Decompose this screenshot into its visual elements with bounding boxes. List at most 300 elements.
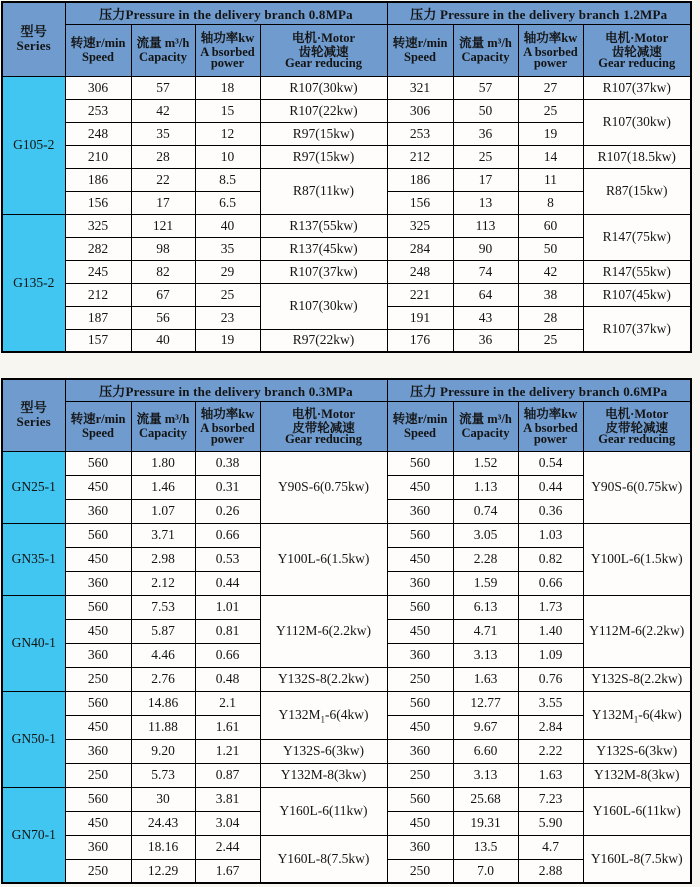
capacity-header-en: Capacity (139, 50, 187, 64)
value-cell: 2.88 (518, 859, 583, 883)
value-cell: 450 (65, 475, 131, 499)
value-cell: 0.81 (195, 619, 260, 643)
value-cell: 17 (131, 191, 195, 214)
motor-cell: R97(22kw) (260, 329, 387, 352)
value-cell: 28 (131, 145, 195, 168)
motor-cell: Y132S-8(2.2kw) (260, 667, 387, 691)
series-header-en: Series (16, 38, 51, 54)
value-cell: 74 (453, 260, 518, 283)
value-cell: 90 (453, 237, 518, 260)
value-cell: 360 (65, 643, 131, 667)
value-cell: 14 (518, 145, 583, 168)
value-cell: 7.53 (131, 595, 195, 619)
value-cell: 50 (453, 99, 518, 122)
motor-cell: Y132S-6(3kw) (583, 739, 691, 763)
value-cell: 0.76 (518, 667, 583, 691)
table-row (2, 168, 691, 191)
value-cell: 0.66 (195, 523, 260, 547)
value-cell: 250 (387, 763, 453, 787)
motor-cell: Y160L-6(11kw) (583, 787, 691, 835)
value-cell: 30 (131, 787, 195, 811)
value-cell: 1.40 (518, 619, 583, 643)
motor-cell: Y112M-6(2.2kw) (583, 595, 691, 667)
motor-cell: R87(11kw) (260, 168, 387, 214)
value-cell: 5.87 (131, 619, 195, 643)
table-row (2, 214, 691, 237)
value-cell: 450 (387, 811, 453, 835)
column-header-row (2, 401, 691, 451)
value-cell: 360 (387, 835, 453, 859)
value-cell: 3.04 (195, 811, 260, 835)
value-cell: 560 (387, 787, 453, 811)
value-cell: 82 (131, 260, 195, 283)
power-header-en1: A bsorbed (523, 420, 578, 435)
pressure-title-left: 压力Pressure in the delivery branch 0.8MPa (65, 2, 387, 24)
motor-cell: $Y132M_1-6(4kw)$ (260, 691, 387, 739)
motor-cell: R107(30kw) (260, 76, 387, 99)
value-cell: 360 (65, 571, 131, 595)
motor-cell: Y160L-8(7.5kw) (583, 835, 691, 883)
value-cell: 176 (387, 329, 453, 352)
power-column-header (195, 401, 260, 451)
value-cell: 3.13 (453, 763, 518, 787)
speed-header-zh: 转速r/min (392, 412, 448, 426)
series-header-en: Series (16, 414, 51, 430)
motor-header-zh2: 皮带轮减速 (292, 420, 355, 435)
value-cell: 450 (387, 715, 453, 739)
value-cell: 25.68 (453, 787, 518, 811)
capacity-header-en: Capacity (139, 426, 187, 440)
series-cell: G105-2 (2, 76, 65, 214)
value-cell: 1.03 (518, 523, 583, 547)
speed-column-header (387, 401, 453, 451)
value-cell: 3.05 (453, 523, 518, 547)
value-cell: 157 (65, 329, 131, 352)
speed-header-zh: 转速r/min (70, 412, 126, 426)
value-cell: 156 (65, 191, 131, 214)
speed-header-en: Speed (82, 50, 114, 64)
motor-header-zh1: 电机·Motor (291, 30, 356, 45)
value-cell: 5.73 (131, 763, 195, 787)
value-cell: 7.23 (518, 787, 583, 811)
value-cell: 98 (131, 237, 195, 260)
value-cell: 1.59 (453, 571, 518, 595)
value-cell: 186 (387, 168, 453, 191)
value-cell: 12.29 (131, 859, 195, 883)
value-cell: 306 (387, 99, 453, 122)
value-cell: 186 (65, 168, 131, 191)
value-cell: 3.71 (131, 523, 195, 547)
value-cell: 3.13 (453, 643, 518, 667)
value-cell: 560 (65, 787, 131, 811)
value-cell: 1.63 (453, 667, 518, 691)
value-cell: 36 (453, 329, 518, 352)
motor-cell: Y112M-6(2.2kw) (260, 595, 387, 667)
value-cell: 18 (195, 76, 260, 99)
speed-column-header (65, 24, 131, 76)
value-cell: 560 (387, 691, 453, 715)
motor-header-zh1: 电机·Motor (291, 406, 356, 421)
value-cell: 2.76 (131, 667, 195, 691)
motor-header-zh2: 皮带轮减速 (605, 420, 668, 435)
power-column-header (195, 24, 260, 76)
value-cell: 27 (518, 76, 583, 99)
value-cell: 40 (195, 214, 260, 237)
value-cell: 250 (65, 859, 131, 883)
power-header-en2: power (533, 431, 568, 446)
speed-header-en: Speed (82, 426, 114, 440)
value-cell: 23 (195, 306, 260, 329)
motor-cell: Y132S-6(3kw) (260, 739, 387, 763)
value-cell: 25 (453, 145, 518, 168)
value-cell: 28 (518, 306, 583, 329)
power-header-en2: power (533, 55, 568, 70)
motor-cell: R107(30kw) (583, 99, 691, 145)
value-cell: 121 (131, 214, 195, 237)
motor-cell: Y160L-6(11kw) (260, 787, 387, 835)
series-cell: GN70-1 (2, 787, 65, 883)
value-cell: 360 (387, 739, 453, 763)
value-cell: 360 (387, 499, 453, 523)
value-cell: 250 (65, 667, 131, 691)
capacity-column-header (131, 401, 195, 451)
pressure-title-right: 压力 Pressure in the delivery branch 1.2MPa (387, 2, 691, 24)
speed-header-en: Speed (404, 426, 436, 440)
column-header-row (2, 24, 691, 76)
table-row (2, 739, 691, 763)
table-row (2, 283, 691, 306)
value-cell: 248 (65, 122, 131, 145)
value-cell: 0.36 (518, 499, 583, 523)
series-cell: G135-2 (2, 214, 65, 352)
pressure-title-right: 压力 Pressure in the delivery branch 0.6MPa (387, 379, 691, 401)
series-cell: GN25-1 (2, 451, 65, 523)
motor-cell: Y90S-6(0.75kw) (260, 451, 387, 523)
value-cell: 6.5 (195, 191, 260, 214)
motor-cell: Y90S-6(0.75kw) (583, 451, 691, 523)
motor-cell: R107(30kw) (260, 283, 387, 329)
value-cell: 221 (387, 283, 453, 306)
value-cell: 35 (131, 122, 195, 145)
motor-cell: R107(22kw) (260, 99, 387, 122)
value-cell: 187 (65, 306, 131, 329)
value-cell: 450 (387, 475, 453, 499)
value-cell: 306 (65, 76, 131, 99)
series-cell: GN50-1 (2, 691, 65, 787)
value-cell: 12.77 (453, 691, 518, 715)
value-cell: 1.21 (195, 739, 260, 763)
value-cell: 6.60 (453, 739, 518, 763)
value-cell: 321 (387, 76, 453, 99)
value-cell: 4.71 (453, 619, 518, 643)
value-cell: 38 (518, 283, 583, 306)
motor-column-header (260, 24, 387, 76)
value-cell: 11 (518, 168, 583, 191)
power-header-zh: 轴功率kw (523, 406, 578, 421)
motor-cell: Y160L-8(7.5kw) (260, 835, 387, 883)
value-cell: 450 (65, 715, 131, 739)
value-cell: 1.61 (195, 715, 260, 739)
value-cell: 560 (65, 523, 131, 547)
motor-cell: R107(37kw) (260, 260, 387, 283)
power-header-zh: 轴功率kw (200, 406, 255, 421)
value-cell: 0.53 (195, 547, 260, 571)
value-cell: 56 (131, 306, 195, 329)
value-cell: 4.7 (518, 835, 583, 859)
value-cell: 42 (131, 99, 195, 122)
value-cell: 14.86 (131, 691, 195, 715)
value-cell: 1.63 (518, 763, 583, 787)
capacity-header-en: Capacity (461, 426, 510, 440)
value-cell: 1.52 (453, 451, 518, 475)
value-cell: 24.43 (131, 811, 195, 835)
value-cell: 2.28 (453, 547, 518, 571)
motor-header-en: Gear reducing (598, 55, 676, 70)
capacity-header-zh: 流量 m³/h (459, 36, 512, 50)
motor-cell: Y132M-8(3kw) (260, 763, 387, 787)
motor-column-header (583, 401, 691, 451)
value-cell: 360 (387, 643, 453, 667)
capacity-header-zh: 流量 m³/h (459, 412, 512, 426)
value-cell: 560 (387, 595, 453, 619)
value-cell: 250 (65, 763, 131, 787)
value-cell: 191 (387, 306, 453, 329)
value-cell: 250 (387, 667, 453, 691)
power-header-en1: A bsorbed (523, 44, 578, 59)
value-cell: 18.16 (131, 835, 195, 859)
value-cell: 1.07 (131, 499, 195, 523)
table-row (2, 835, 691, 859)
table-row (2, 667, 691, 691)
pressure-title-left: 压力Pressure in the delivery branch 0.3MPa (65, 379, 387, 401)
value-cell: 1.73 (518, 595, 583, 619)
value-cell: 360 (387, 571, 453, 595)
speed-header-zh: 转速r/min (70, 36, 126, 50)
table-row (2, 595, 691, 619)
power-header-en2: power (210, 431, 245, 446)
motor-header-zh2: 齿轮减速 (298, 44, 349, 59)
motor-cell: Y132S-8(2.2kw) (583, 667, 691, 691)
value-cell: 29 (195, 260, 260, 283)
value-cell: 212 (387, 145, 453, 168)
series-header-zh: 型号 (20, 399, 47, 415)
value-cell: 4.46 (131, 643, 195, 667)
motor-header-en: Gear reducing (598, 431, 676, 446)
value-cell: 19 (195, 329, 260, 352)
speed-header-zh: 转速r/min (392, 36, 448, 50)
power-column-header (518, 24, 583, 76)
motor-cell: Y132M-8(3kw) (583, 763, 691, 787)
motor-cell: R97(15kw) (260, 145, 387, 168)
value-cell: 22 (131, 168, 195, 191)
value-cell: 42 (518, 260, 583, 283)
value-cell: 210 (65, 145, 131, 168)
series-column-header (2, 379, 65, 451)
motor-cell: R107(45kw) (583, 283, 691, 306)
value-cell: 64 (453, 283, 518, 306)
motor-cell: Y100L-6(1.5kw) (583, 523, 691, 595)
value-cell: 1.46 (131, 475, 195, 499)
value-cell: 13.5 (453, 835, 518, 859)
table-body (2, 451, 691, 883)
value-cell: 450 (65, 547, 131, 571)
power-header-en1: A bsorbed (200, 44, 255, 59)
value-cell: 1.01 (195, 595, 260, 619)
value-cell: 0.54 (518, 451, 583, 475)
value-cell: 17 (453, 168, 518, 191)
table-row (2, 76, 691, 99)
value-cell: 2.22 (518, 739, 583, 763)
pressure-title-row (2, 379, 691, 401)
speed-column-header (65, 401, 131, 451)
table-body (2, 76, 691, 352)
value-cell: 560 (387, 451, 453, 475)
value-cell: 15 (195, 99, 260, 122)
motor-cell: Y100L-6(1.5kw) (260, 523, 387, 595)
value-cell: 2.12 (131, 571, 195, 595)
table-row (2, 691, 691, 715)
value-cell: 250 (387, 859, 453, 883)
value-cell: 8 (518, 191, 583, 214)
motor-cell: R97(15kw) (260, 122, 387, 145)
motor-cell: R87(15kw) (583, 168, 691, 214)
value-cell: 0.31 (195, 475, 260, 499)
value-cell: 560 (65, 691, 131, 715)
value-cell: 560 (387, 523, 453, 547)
value-cell: 12 (195, 122, 260, 145)
capacity-header-en: Capacity (461, 50, 510, 64)
value-cell: 245 (65, 260, 131, 283)
value-cell: 450 (65, 619, 131, 643)
motor-cell: R107(37kw) (583, 306, 691, 352)
table-row (2, 523, 691, 547)
table-row (2, 260, 691, 283)
value-cell: 43 (453, 306, 518, 329)
value-cell: 5.90 (518, 811, 583, 835)
motor-header-zh2: 齿轮减速 (611, 44, 662, 59)
motor-header-zh1: 电机·Motor (605, 406, 669, 421)
value-cell: 212 (65, 283, 131, 306)
value-cell: 2.1 (195, 691, 260, 715)
value-cell: 450 (65, 811, 131, 835)
table-row (2, 763, 691, 787)
value-cell: 325 (65, 214, 131, 237)
speed-header-en: Speed (404, 50, 436, 64)
value-cell: 0.44 (195, 571, 260, 595)
motor-cell: R107(37kw) (583, 76, 691, 99)
table-row (2, 99, 691, 122)
series-column-header (2, 2, 65, 76)
value-cell: 1.13 (453, 475, 518, 499)
value-cell: 253 (387, 122, 453, 145)
motor-column-header (260, 401, 387, 451)
value-cell: 6.13 (453, 595, 518, 619)
motor-cell: R147(55kw) (583, 260, 691, 283)
value-cell: 0.66 (195, 643, 260, 667)
value-cell: 0.82 (518, 547, 583, 571)
power-column-header (518, 401, 583, 451)
value-cell: 25 (518, 329, 583, 352)
capacity-column-header (453, 24, 518, 76)
motor-cell: R147(75kw) (583, 214, 691, 260)
value-cell: 0.66 (518, 571, 583, 595)
value-cell: 1.67 (195, 859, 260, 883)
power-header-zh: 轴功率kw (200, 30, 255, 45)
spec-table-pulley-series (1, 378, 692, 884)
table-row (2, 451, 691, 475)
value-cell: 360 (65, 739, 131, 763)
speed-column-header (387, 24, 453, 76)
value-cell: 0.44 (518, 475, 583, 499)
value-cell: 67 (131, 283, 195, 306)
value-cell: 450 (387, 619, 453, 643)
value-cell: 3.81 (195, 787, 260, 811)
capacity-header-zh: 流量 m³/h (136, 412, 190, 426)
value-cell: 360 (65, 835, 131, 859)
value-cell: 3.55 (518, 691, 583, 715)
value-cell: 36 (453, 122, 518, 145)
value-cell: 0.74 (453, 499, 518, 523)
capacity-column-header (453, 401, 518, 451)
spec-table-gear-series (1, 1, 692, 353)
table-row (2, 787, 691, 811)
value-cell: 2.44 (195, 835, 260, 859)
pressure-title-row (2, 2, 691, 24)
value-cell: 25 (518, 99, 583, 122)
value-cell: 40 (131, 329, 195, 352)
motor-cell: $Y132M_1-6(4kw)$ (583, 691, 691, 739)
value-cell: 13 (453, 191, 518, 214)
motor-cell: R137(45kw) (260, 237, 387, 260)
value-cell: 0.87 (195, 763, 260, 787)
motor-header-en: Gear reducing (285, 431, 362, 446)
value-cell: 2.84 (518, 715, 583, 739)
series-cell: GN40-1 (2, 595, 65, 691)
capacity-column-header (131, 24, 195, 76)
value-cell: 1.09 (518, 643, 583, 667)
value-cell: 9.20 (131, 739, 195, 763)
value-cell: 248 (387, 260, 453, 283)
value-cell: 50 (518, 237, 583, 260)
series-cell: GN35-1 (2, 523, 65, 595)
value-cell: 11.88 (131, 715, 195, 739)
value-cell: 7.0 (453, 859, 518, 883)
series-header-zh: 型号 (20, 23, 47, 39)
power-header-en2: power (210, 55, 245, 70)
value-cell: 1.80 (131, 451, 195, 475)
motor-cell: R137(55kw) (260, 214, 387, 237)
power-header-zh: 轴功率kw (523, 30, 578, 45)
value-cell: 57 (131, 76, 195, 99)
table-row (2, 145, 691, 168)
value-cell: 25 (195, 283, 260, 306)
value-cell: 360 (65, 499, 131, 523)
value-cell: 113 (453, 214, 518, 237)
value-cell: 0.26 (195, 499, 260, 523)
value-cell: 19.31 (453, 811, 518, 835)
motor-header-zh1: 电机·Motor (605, 30, 669, 45)
value-cell: 325 (387, 214, 453, 237)
value-cell: 450 (387, 547, 453, 571)
value-cell: 560 (65, 595, 131, 619)
value-cell: 10 (195, 145, 260, 168)
value-cell: 0.48 (195, 667, 260, 691)
value-cell: 19 (518, 122, 583, 145)
power-header-en1: A bsorbed (200, 420, 255, 435)
motor-column-header (583, 24, 691, 76)
value-cell: 2.98 (131, 547, 195, 571)
value-cell: 156 (387, 191, 453, 214)
